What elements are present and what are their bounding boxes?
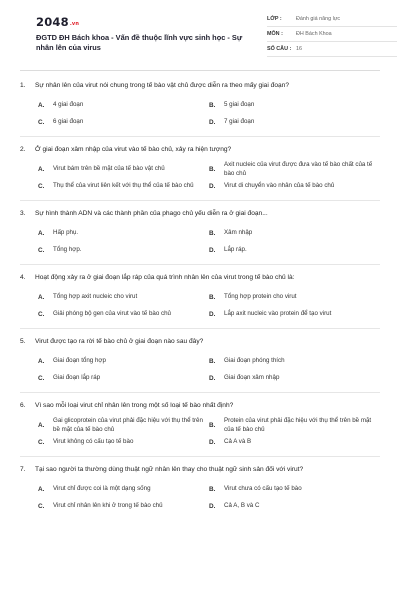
question-divider <box>20 264 380 265</box>
answer-option-a[interactable] <box>38 481 209 498</box>
option-text: Virut chưa có cấu tạo tế bào <box>224 485 302 493</box>
answer-option-a[interactable] <box>38 161 209 178</box>
question-item <box>20 398 380 457</box>
option-text: Virut chỉ được coi là một dạng sống <box>53 485 151 493</box>
option-letter: A. <box>38 230 45 237</box>
answer-option-c[interactable] <box>38 242 209 259</box>
question-divider <box>20 136 380 137</box>
question-stem <box>20 465 380 474</box>
option-text: Giai đoạn lắp ráp <box>53 374 101 382</box>
option-letter: A. <box>38 294 45 301</box>
answer-option-b[interactable] <box>209 161 380 178</box>
meta-key: LỚP : <box>267 16 282 22</box>
question-item <box>20 206 380 265</box>
option-text: Giai đoạn xâm nhập <box>224 374 280 382</box>
answer-option-d[interactable] <box>209 498 380 515</box>
question-stem <box>20 401 380 410</box>
option-text: Virut bám trên bề mặt của tế bào vật chủ <box>53 165 165 173</box>
question-item <box>20 334 380 393</box>
option-text: Axit nucleic của virut được đưa vào tế bào chất của tế bào chủ <box>224 161 373 177</box>
question-item <box>20 142 380 201</box>
answer-option-a[interactable] <box>38 417 209 434</box>
answer-options <box>20 97 380 131</box>
question-divider <box>20 456 380 457</box>
option-letter: D. <box>209 439 216 446</box>
question-text: Hoạt động xảy ra ở giai đoạn lắp ráp của quá trình nhân lên của virut trong tế bào chủ là: <box>35 274 295 281</box>
answer-option-d[interactable] <box>209 178 380 195</box>
option-text: Thụ thể của virut liên kết với thụ thể của tế bào chủ <box>53 182 194 190</box>
header <box>16 0 384 68</box>
option-letter: A. <box>38 166 45 173</box>
option-letter: C. <box>38 375 45 382</box>
option-letter: B. <box>209 230 216 237</box>
question-number: 4. <box>20 274 26 281</box>
option-letter: A. <box>38 486 45 493</box>
answer-options <box>20 225 380 259</box>
answer-option-a[interactable] <box>38 97 209 114</box>
answer-option-a[interactable] <box>38 289 209 306</box>
question-number: 7. <box>20 466 26 473</box>
option-letter: A. <box>38 422 45 429</box>
question-divider <box>20 328 380 329</box>
option-letter: B. <box>209 486 216 493</box>
meta-key: SỐ CÂU : <box>267 46 292 52</box>
option-letter: B. <box>209 358 216 365</box>
logo-suffix: .vn <box>69 21 80 27</box>
option-text: Giải phóng bộ gen của virut vào tế bào chủ <box>53 310 171 318</box>
option-text: Cả A và B <box>224 438 252 446</box>
question-list <box>20 78 380 515</box>
option-text: Hấp phụ. <box>53 229 79 237</box>
option-text: Tổng hợp. <box>53 246 82 254</box>
option-letter: C. <box>38 183 45 190</box>
answer-option-c[interactable] <box>38 498 209 515</box>
answer-option-c[interactable] <box>38 306 209 323</box>
question-number: 5. <box>20 338 26 345</box>
answer-option-d[interactable] <box>209 114 380 131</box>
answer-option-b[interactable] <box>209 225 380 242</box>
option-letter: D. <box>209 183 216 190</box>
option-letter: D. <box>209 247 216 254</box>
option-letter: D. <box>209 119 216 126</box>
meta-value: 16 <box>296 46 302 52</box>
option-text: Virut không có cấu tạo tế bào <box>53 438 134 446</box>
logo-text: 2048 <box>36 15 69 29</box>
question-text: Tại sao người ta thường dùng thuật ngữ nhân lên thay cho thuật ngữ sinh sản đối với virut? <box>35 466 304 473</box>
option-letter: C. <box>38 119 45 126</box>
option-letter: B. <box>209 294 216 301</box>
answer-options <box>20 161 380 195</box>
option-text: Tổng hợp axit nucleic cho virut <box>53 293 138 301</box>
question-stem <box>20 145 380 154</box>
answer-option-d[interactable] <box>209 434 380 451</box>
option-letter: D. <box>209 311 216 318</box>
option-text: Cả A, B và C <box>224 502 260 510</box>
option-letter: C. <box>38 247 45 254</box>
answer-option-a[interactable] <box>38 353 209 370</box>
option-text: 7 giai đoạn <box>224 118 255 126</box>
question-item <box>20 78 380 137</box>
question-number: 2. <box>20 146 26 153</box>
answer-option-b[interactable] <box>209 481 380 498</box>
answer-option-c[interactable] <box>38 370 209 387</box>
meta-table <box>267 12 397 57</box>
question-text: Ở giai đoạn xâm nhập của virut vào tế bào chủ, xảy ra hiện tượng? <box>35 146 232 153</box>
answer-option-d[interactable] <box>209 370 380 387</box>
answer-option-c[interactable] <box>38 114 209 131</box>
question-stem <box>20 273 380 282</box>
answer-option-d[interactable] <box>209 306 380 323</box>
option-letter: D. <box>209 503 216 510</box>
answer-option-d[interactable] <box>209 242 380 259</box>
answer-option-b[interactable] <box>209 417 380 434</box>
meta-row-subject <box>267 27 397 42</box>
option-letter: A. <box>38 102 45 109</box>
question-number: 1. <box>20 82 26 89</box>
question-text: Sự nhân lên của virut nói chung trong tế bào vật chủ được diễn ra theo mấy giai đoạn? <box>35 82 289 89</box>
answer-options <box>20 353 380 387</box>
option-text: Giai đoạn tổng hợp <box>53 357 106 365</box>
option-text: Virut chỉ nhân lên khi ở trong tế bào chủ <box>53 502 163 510</box>
logo[interactable] <box>36 15 79 29</box>
question-divider <box>20 392 380 393</box>
option-letter: B. <box>209 166 216 173</box>
option-letter: C. <box>38 439 45 446</box>
question-item <box>20 270 380 329</box>
option-letter: D. <box>209 375 216 382</box>
question-number: 6. <box>20 402 26 409</box>
meta-row-count <box>267 42 397 57</box>
question-item <box>20 462 380 515</box>
meta-key: MÔN : <box>267 31 283 37</box>
question-stem <box>20 81 380 90</box>
meta-row-class <box>267 12 397 27</box>
option-letter: B. <box>209 102 216 109</box>
option-letter: A. <box>38 358 45 365</box>
option-letter: B. <box>209 422 216 429</box>
option-text: Xâm nhập <box>224 229 253 237</box>
option-text: Gai glicoprotein của virut phải đặc hiệu với thụ thể trên bề mặt của tế bào chủ <box>53 417 203 433</box>
answer-option-b[interactable] <box>209 353 380 370</box>
question-stem <box>20 209 380 218</box>
question-text: Virut được tạo ra rời tế bào chủ ở giai đoạn nào sau đây? <box>35 338 204 345</box>
question-stem <box>20 337 380 346</box>
answer-option-c[interactable] <box>38 178 209 195</box>
option-letter: C. <box>38 311 45 318</box>
option-text: Protein của virut phải đặc hiệu với thụ thể trên bề mặt của tế bào chủ <box>224 417 372 433</box>
option-text: Giai đoạn phóng thích <box>224 357 285 365</box>
option-text: 4 giai đoạn <box>53 101 84 109</box>
answer-options <box>20 481 380 515</box>
answer-option-a[interactable] <box>38 225 209 242</box>
answer-options <box>20 289 380 323</box>
option-letter: C. <box>38 503 45 510</box>
question-text: Sự hình thành ADN và các thành phần của phago chủ yếu diễn ra ở giai đoạn... <box>35 210 268 217</box>
answer-option-c[interactable] <box>38 434 209 451</box>
option-text: 6 giai đoạn <box>53 118 84 126</box>
option-text: Virut di chuyển vào nhân của tế bào chủ <box>224 182 335 190</box>
option-text: Tổng hợp protein cho virut <box>224 293 297 301</box>
answer-option-b[interactable] <box>209 97 380 114</box>
meta-value: Đánh giá năng lực <box>296 16 341 22</box>
question-divider <box>20 200 380 201</box>
question-number: 3. <box>20 210 26 217</box>
answer-options <box>20 417 380 451</box>
option-text: Lắp axit nucleic vào protein để tạo virut <box>224 310 332 318</box>
header-divider <box>20 70 380 71</box>
question-text: Vì sao mỗi loại virut chỉ nhân lên trong một số loại tế bào nhất định? <box>35 402 234 409</box>
meta-value: ĐH Bách Khoa <box>296 31 332 37</box>
option-text: Lắp ráp. <box>224 246 247 254</box>
answer-option-b[interactable] <box>209 289 380 306</box>
document-title: ĐGTD ĐH Bách khoa - Vấn đề thuộc lĩnh vực sinh học - Sự nhân lên của virus <box>36 33 243 52</box>
option-text: 5 giai đoạn <box>224 101 255 109</box>
